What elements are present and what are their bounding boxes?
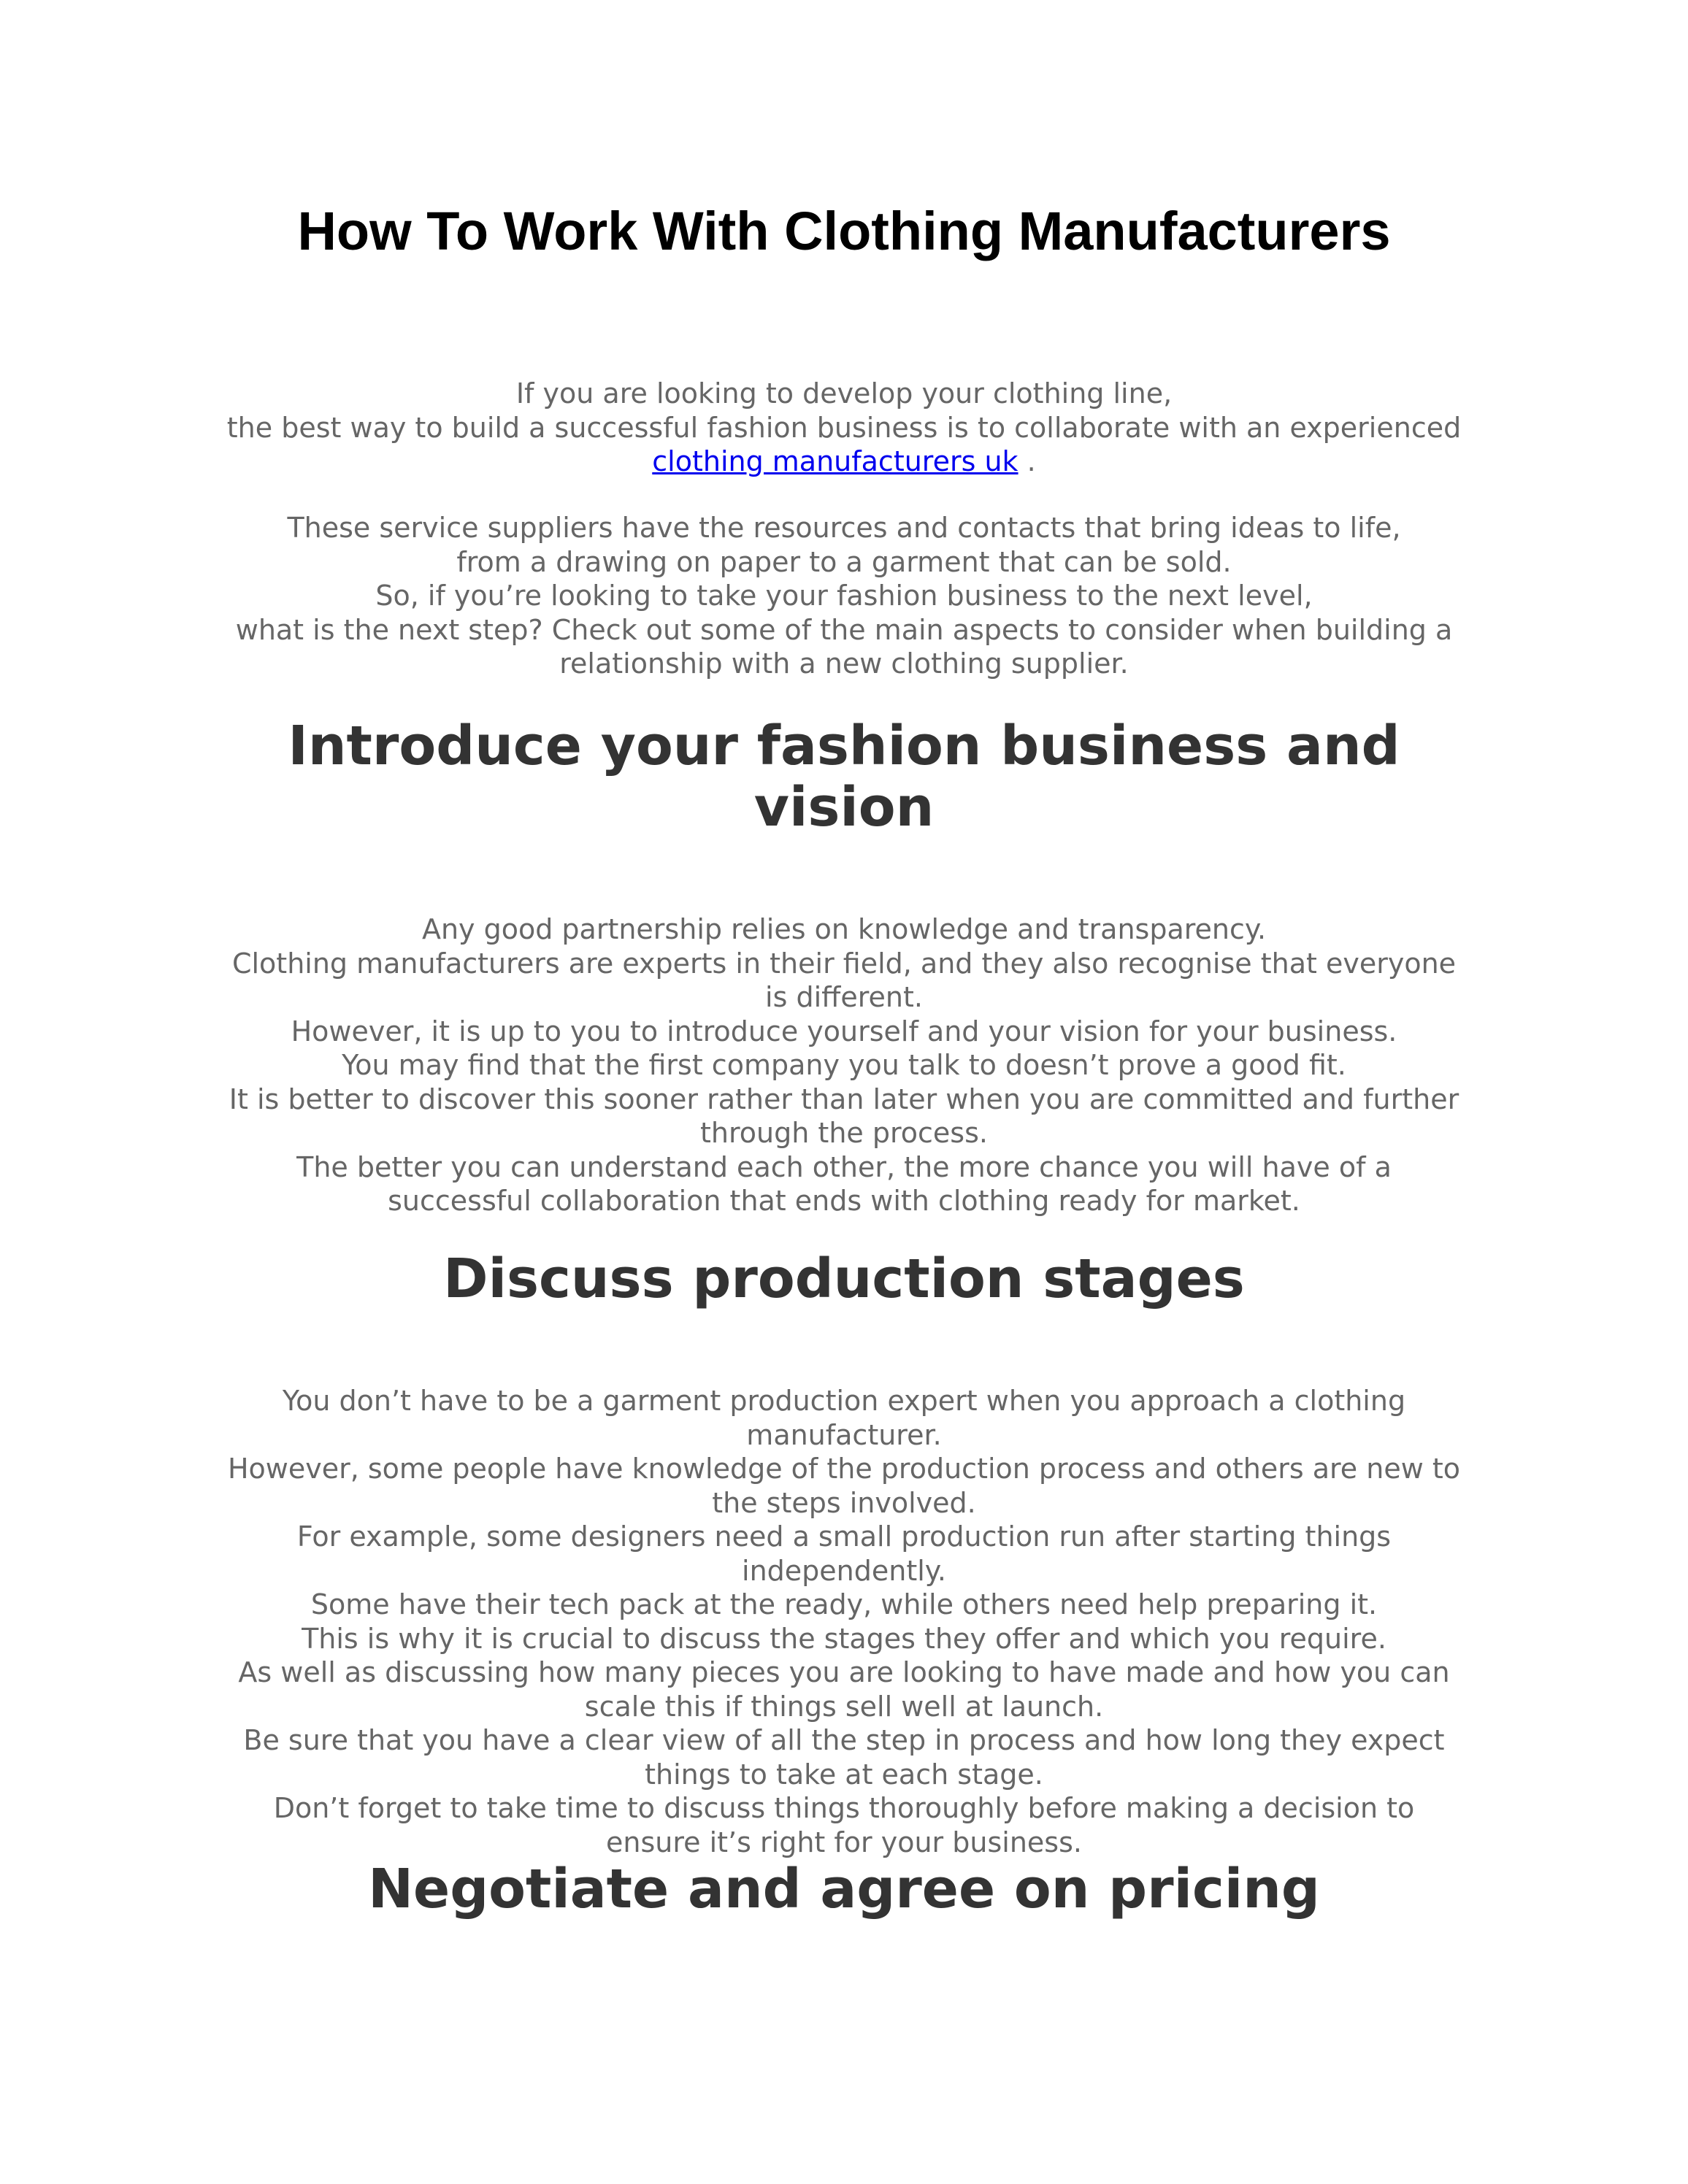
text-line: Clothing manufacturers are experts in their field, and they also recognise that everyone bbox=[231, 947, 1457, 980]
text-line: You don’t have to be a garment production expert when you approach a clothing bbox=[282, 1385, 1406, 1417]
section-heading-introduce bbox=[183, 715, 1505, 838]
heading-line: vision bbox=[753, 776, 935, 839]
clothing-manufacturers-link[interactable]: clothing manufacturers uk bbox=[652, 445, 1018, 477]
text-line: relationship with a new clothing supplier. bbox=[559, 647, 1129, 680]
intro-line-3 bbox=[183, 445, 1505, 479]
text-line: Be sure that you have a clear view of all the step in process and how long they expect bbox=[243, 1724, 1445, 1756]
text-line: The better you can understand each other, the more chance you will have of a bbox=[296, 1150, 1392, 1183]
text-line: As well as discussing how many pieces you are looking to have made and how you can bbox=[238, 1656, 1450, 1688]
intro-paragraph bbox=[183, 377, 1505, 479]
text-line: scale this if things sell well at launch. bbox=[584, 1690, 1104, 1723]
text-line: So, if you’re looking to take your fashion business to the next level, bbox=[375, 580, 1313, 612]
text-line: Any good partnership relies on knowledge and transparency. bbox=[421, 913, 1267, 945]
text-line: These service suppliers have the resources and contacts that bring ideas to life, bbox=[287, 512, 1401, 544]
text-line: from a drawing on paper to a garment that can be sold. bbox=[456, 545, 1232, 578]
text-line: ensure it’s right for your business. bbox=[606, 1826, 1082, 1858]
section-heading-pricing bbox=[183, 1858, 1505, 1920]
text-line: manufacturer. bbox=[746, 1418, 942, 1451]
text-line: through the process. bbox=[700, 1117, 988, 1149]
text-line: successful collaboration that ends with clothing ready for market. bbox=[388, 1185, 1300, 1217]
text-line: is different. bbox=[765, 981, 923, 1013]
text-line: things to take at each stage. bbox=[645, 1758, 1043, 1791]
intro-line-2: the best way to build a successful fashion business is to collaborate with an experienced bbox=[226, 411, 1462, 444]
text-line: It is better to discover this sooner rather than later when you are committed and further bbox=[229, 1083, 1459, 1115]
text-line: Some have their tech pack at the ready, while others need help preparing it. bbox=[310, 1588, 1378, 1620]
text-line: You may find that the first company you talk to doesn’t prove a good fit. bbox=[342, 1049, 1346, 1081]
text-line: independently. bbox=[742, 1554, 946, 1587]
text-line: Don’t forget to take time to discuss things thoroughly before making a decision to bbox=[273, 1792, 1415, 1824]
text-line: the steps involved. bbox=[712, 1486, 976, 1519]
text-line: This is why it is crucial to discuss the stages they offer and which you require. bbox=[302, 1622, 1386, 1655]
section-heading-production bbox=[183, 1248, 1505, 1310]
intro-line-1: If you are looking to develop your clothing line, bbox=[515, 377, 1173, 410]
text-line: However, it is up to you to introduce yourself and your vision for your business. bbox=[291, 1015, 1397, 1047]
section-body-introduce bbox=[183, 912, 1505, 1218]
heading-line: Negotiate and agree on pricing bbox=[368, 1858, 1320, 1920]
intro-link-trailing: . bbox=[1018, 445, 1036, 477]
intro-paragraph-2 bbox=[183, 511, 1505, 681]
section-body-production bbox=[183, 1384, 1505, 1859]
heading-line: Introduce your fashion business and bbox=[288, 715, 1400, 777]
text-line: However, some people have knowledge of the production process and others are new to bbox=[227, 1453, 1461, 1485]
heading-line: Discuss production stages bbox=[443, 1247, 1245, 1310]
document-title: How To Work With Clothing Manufacturers bbox=[297, 201, 1391, 261]
text-line: For example, some designers need a small production run after starting things bbox=[296, 1520, 1392, 1553]
text-line: what is the next step? Check out some of the main aspects to consider when building a bbox=[235, 613, 1453, 646]
